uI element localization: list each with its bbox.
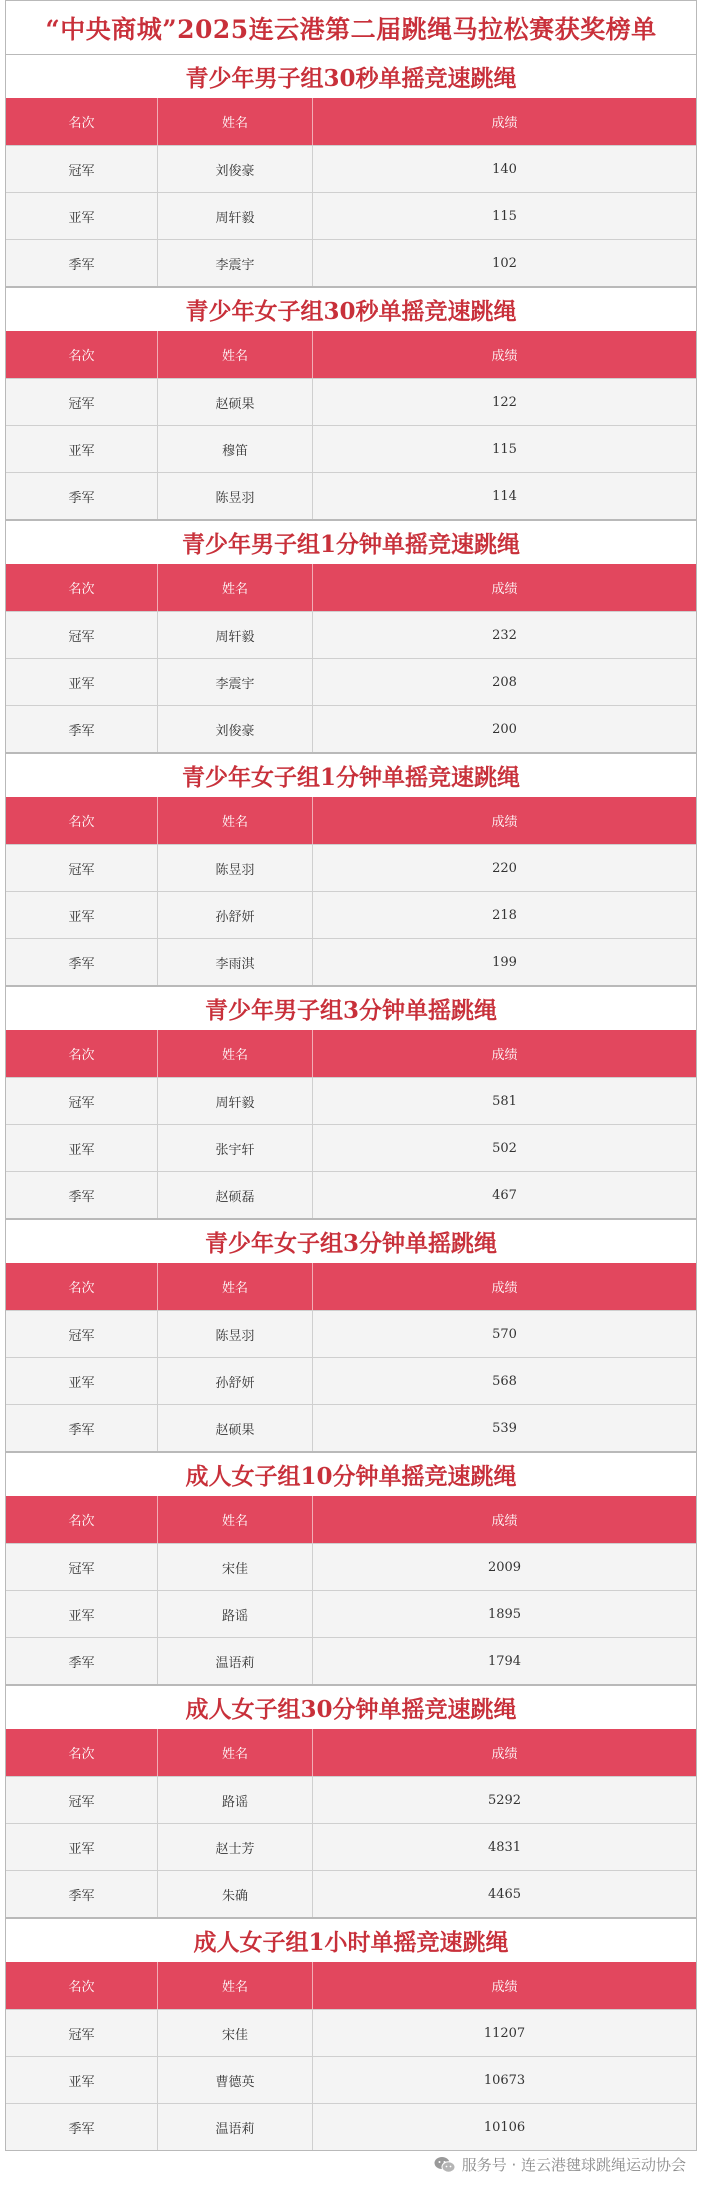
score-header: 成绩: [491, 116, 518, 131]
rank-cell: 冠军: [6, 146, 158, 192]
score-cell: 200: [492, 721, 517, 737]
award-section: [5, 520, 697, 753]
table-row: [6, 938, 696, 985]
section-title: 青少年女子组30秒单摇竞速跳绳: [6, 287, 696, 331]
page-title: “中央商城”2025连云港第二届跳绳马拉松赛获奖榜单: [5, 0, 697, 54]
score-header: 成绩: [491, 1281, 518, 1296]
score-cell: 114: [492, 488, 517, 504]
score-cell: 208: [492, 674, 517, 690]
rank-cell: 季军: [6, 1638, 158, 1684]
table-header: [6, 564, 696, 611]
rank-cell: 亚军: [6, 659, 158, 705]
name-cell: 赵士芳: [158, 1824, 313, 1870]
table-row: [6, 1171, 696, 1218]
table-header: [6, 797, 696, 844]
rank-cell: 亚军: [6, 193, 158, 239]
section-title: 青少年女子组3分钟单摇跳绳: [6, 1219, 696, 1263]
score-cell: 10106: [483, 2119, 526, 2135]
name-cell: 路谣: [158, 1777, 313, 1823]
table-row: [6, 239, 696, 286]
name-header: 姓名: [158, 1496, 313, 1543]
score-cell: 568: [492, 1373, 517, 1389]
rank-cell: 冠军: [6, 2010, 158, 2056]
table-row: [6, 472, 696, 519]
rank-cell: 季军: [6, 2104, 158, 2150]
name-cell: 孙舒妍: [158, 1358, 313, 1404]
table-header: [6, 1496, 696, 1543]
name-cell: 曹德英: [158, 2057, 313, 2103]
rank-header: 名次: [6, 797, 158, 844]
name-header: 姓名: [158, 797, 313, 844]
name-cell: 孙舒妍: [158, 892, 313, 938]
score-header: 成绩: [491, 1747, 518, 1762]
table-header: [6, 1729, 696, 1776]
rank-cell: 季军: [6, 706, 158, 752]
table-row: [6, 1310, 696, 1357]
score-cell: 570: [492, 1326, 517, 1342]
rank-cell: 季军: [6, 1405, 158, 1451]
table-row: [6, 425, 696, 472]
name-header: 姓名: [158, 1030, 313, 1077]
rank-header: 名次: [6, 1030, 158, 1077]
table-row: [6, 1590, 696, 1637]
table-header: [6, 98, 696, 145]
wechat-icon: [434, 2156, 456, 2174]
name-cell: 刘俊豪: [158, 706, 313, 752]
score-header: 成绩: [491, 815, 518, 830]
score-header: 成绩: [491, 1048, 518, 1063]
award-section: [5, 1685, 697, 1918]
rank-cell: 亚军: [6, 2057, 158, 2103]
rank-cell: 季军: [6, 1172, 158, 1218]
rank-cell: 季军: [6, 939, 158, 985]
table-row: [6, 1776, 696, 1823]
table-header: [6, 1962, 696, 2009]
name-header: 姓名: [158, 98, 313, 145]
award-section: [5, 54, 697, 287]
name-cell: 陈昱羽: [158, 1311, 313, 1357]
table-header: [6, 1263, 696, 1310]
score-cell: 4831: [487, 1839, 522, 1855]
score-cell: 5292: [487, 1792, 522, 1808]
table-row: [6, 192, 696, 239]
name-cell: 刘俊豪: [158, 146, 313, 192]
table-row: [6, 658, 696, 705]
table-row: [6, 1357, 696, 1404]
score-header: 成绩: [491, 349, 518, 364]
rank-cell: 季军: [6, 473, 158, 519]
table-row: [6, 2103, 696, 2150]
score-cell: 10673: [483, 2072, 526, 2088]
section-title: 成人女子组1小时单摇竞速跳绳: [6, 1918, 696, 1962]
award-section: [5, 287, 697, 520]
name-header: 姓名: [158, 1962, 313, 2009]
table-row: [6, 891, 696, 938]
name-cell: 温语莉: [158, 1638, 313, 1684]
table-row: [6, 1124, 696, 1171]
rank-header: 名次: [6, 331, 158, 378]
rank-cell: 亚军: [6, 1824, 158, 1870]
name-header: 姓名: [158, 1263, 313, 1310]
rank-cell: 冠军: [6, 379, 158, 425]
name-cell: 周轩毅: [158, 1078, 313, 1124]
score-cell: 140: [492, 161, 517, 177]
table-row: [6, 145, 696, 192]
watermark-text: 服务号 · 连云港毽球跳绳运动协会: [461, 2156, 686, 2174]
table-row: [6, 1404, 696, 1451]
award-section: [5, 1918, 697, 2151]
name-cell: 李震宇: [158, 659, 313, 705]
name-cell: 宋佳: [158, 1544, 313, 1590]
score-cell: 102: [492, 255, 517, 271]
table-row: [6, 1637, 696, 1684]
rank-cell: 冠军: [6, 1078, 158, 1124]
award-section: [5, 753, 697, 986]
name-cell: 周轩毅: [158, 612, 313, 658]
score-cell: 199: [492, 954, 517, 970]
rank-cell: 冠军: [6, 1777, 158, 1823]
score-cell: 122: [492, 394, 517, 410]
name-cell: 陈昱羽: [158, 473, 313, 519]
section-title: 青少年男子组30秒单摇竞速跳绳: [6, 54, 696, 98]
score-cell: 1895: [487, 1606, 522, 1622]
name-header: 姓名: [158, 564, 313, 611]
score-cell: 115: [492, 441, 517, 457]
rank-header: 名次: [6, 1729, 158, 1776]
watermark: [430, 2152, 690, 2177]
score-header: 成绩: [491, 582, 518, 597]
name-cell: 朱确: [158, 1871, 313, 1917]
table-row: [6, 378, 696, 425]
name-cell: 陈昱羽: [158, 845, 313, 891]
rank-cell: 亚军: [6, 892, 158, 938]
table-row: [6, 611, 696, 658]
rank-header: 名次: [6, 1263, 158, 1310]
rank-cell: 季军: [6, 240, 158, 286]
score-cell: 218: [492, 907, 517, 923]
sections-container: [5, 54, 697, 2151]
rank-header: 名次: [6, 564, 158, 611]
award-section: [5, 986, 697, 1219]
rank-cell: 季军: [6, 1871, 158, 1917]
rank-cell: 亚军: [6, 426, 158, 472]
score-cell: 4465: [487, 1886, 522, 1902]
table-row: [6, 2009, 696, 2056]
table-row: [6, 2056, 696, 2103]
table-header: [6, 1030, 696, 1077]
name-cell: 赵硕果: [158, 1405, 313, 1451]
score-cell: 467: [492, 1187, 517, 1203]
name-header: 姓名: [158, 1729, 313, 1776]
score-header: 成绩: [491, 1514, 518, 1529]
score-cell: 2009: [487, 1559, 522, 1575]
score-cell: 502: [492, 1140, 517, 1156]
score-cell: 11207: [483, 2025, 526, 2041]
section-title: 成人女子组10分钟单摇竞速跳绳: [6, 1452, 696, 1496]
section-title: 青少年男子组3分钟单摇跳绳: [6, 986, 696, 1030]
score-cell: 539: [492, 1420, 517, 1436]
rank-cell: 亚军: [6, 1591, 158, 1637]
table-row: [6, 844, 696, 891]
rank-header: 名次: [6, 1496, 158, 1543]
section-title: 青少年男子组1分钟单摇竞速跳绳: [6, 520, 696, 564]
score-cell: 581: [492, 1093, 517, 1109]
table-row: [6, 1870, 696, 1917]
rank-cell: 冠军: [6, 1544, 158, 1590]
name-cell: 李雨淇: [158, 939, 313, 985]
table-row: [6, 1543, 696, 1590]
table-header: [6, 331, 696, 378]
rank-cell: 亚军: [6, 1358, 158, 1404]
name-cell: 宋佳: [158, 2010, 313, 2056]
results-board: [5, 0, 697, 2151]
score-header: 成绩: [491, 1980, 518, 1995]
rank-cell: 亚军: [6, 1125, 158, 1171]
name-header: 姓名: [158, 331, 313, 378]
score-cell: 115: [492, 208, 517, 224]
score-cell: 232: [492, 627, 517, 643]
section-title: 成人女子组30分钟单摇竞速跳绳: [6, 1685, 696, 1729]
rank-cell: 冠军: [6, 1311, 158, 1357]
name-cell: 路谣: [158, 1591, 313, 1637]
name-cell: 温语莉: [158, 2104, 313, 2150]
rank-header: 名次: [6, 1962, 158, 2009]
section-title: 青少年女子组1分钟单摇竞速跳绳: [6, 753, 696, 797]
rank-header: 名次: [6, 98, 158, 145]
score-cell: 1794: [487, 1653, 522, 1669]
rank-cell: 冠军: [6, 845, 158, 891]
score-cell: 220: [492, 860, 517, 876]
rank-cell: 冠军: [6, 612, 158, 658]
table-row: [6, 1077, 696, 1124]
table-row: [6, 705, 696, 752]
award-section: [5, 1452, 697, 1685]
name-cell: 赵硕果: [158, 379, 313, 425]
name-cell: 穆笛: [158, 426, 313, 472]
name-cell: 赵硕磊: [158, 1172, 313, 1218]
name-cell: 张宇轩: [158, 1125, 313, 1171]
award-section: [5, 1219, 697, 1452]
name-cell: 李震宇: [158, 240, 313, 286]
table-row: [6, 1823, 696, 1870]
name-cell: 周轩毅: [158, 193, 313, 239]
